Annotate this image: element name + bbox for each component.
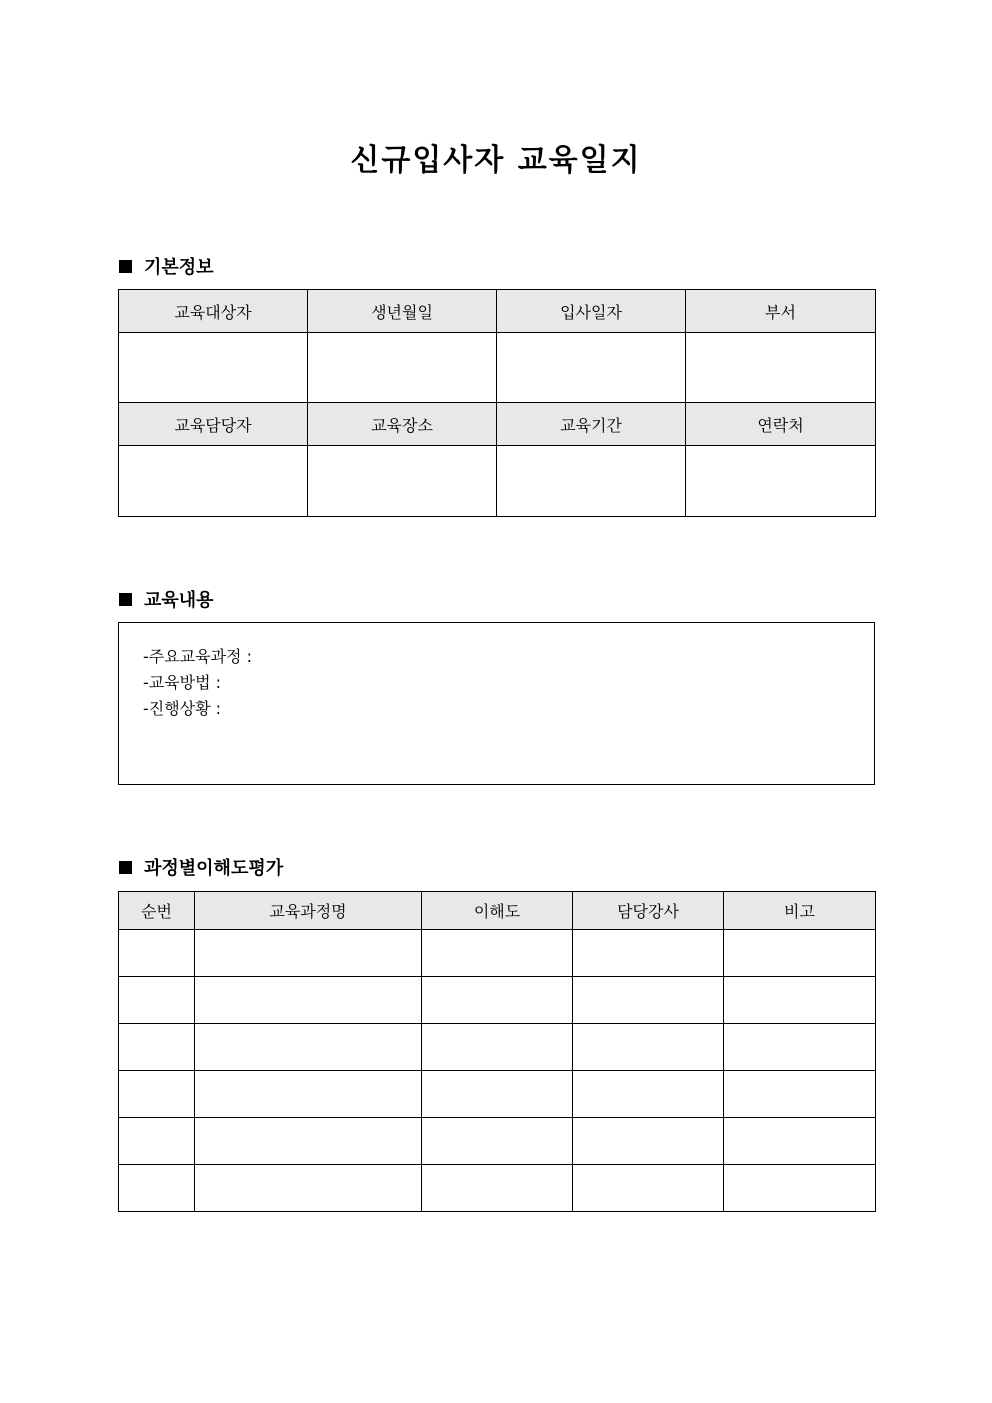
section-evaluation-label: 과정별이해도평가 [144, 858, 284, 879]
cell-lecturer[interactable] [573, 930, 724, 977]
header-cell-department: 부서 [686, 290, 876, 333]
input-cell-join-date[interactable] [497, 333, 686, 403]
header-cell-number: 순번 [119, 892, 195, 930]
cell-number[interactable] [119, 977, 195, 1024]
header-cell-period: 교육기간 [497, 403, 686, 446]
header-cell-remarks: 비고 [724, 892, 876, 930]
table-row [119, 1118, 876, 1165]
input-cell-period[interactable] [497, 446, 686, 517]
header-cell-contact: 연락처 [686, 403, 876, 446]
cell-course-name[interactable] [195, 1071, 422, 1118]
section-content-label: 교육내용 [144, 590, 214, 611]
section-evaluation-heading [119, 854, 283, 880]
cell-lecturer[interactable] [573, 1118, 724, 1165]
table-row [119, 930, 876, 977]
table-row [119, 1165, 876, 1212]
cell-remarks[interactable] [724, 1165, 876, 1212]
header-cell-join-date: 입사일자 [497, 290, 686, 333]
square-bullet-icon [119, 260, 132, 273]
cell-lecturer[interactable] [573, 1024, 724, 1071]
content-line-progress: -진행상황 : [143, 699, 222, 718]
section-content-heading [119, 586, 214, 612]
cell-lecturer[interactable] [573, 1071, 724, 1118]
training-content-box[interactable] [118, 622, 875, 785]
header-cell-trainee: 교육대상자 [119, 290, 308, 333]
cell-remarks[interactable] [724, 1071, 876, 1118]
cell-remarks[interactable] [724, 1118, 876, 1165]
cell-understanding[interactable] [422, 1165, 573, 1212]
cell-lecturer[interactable] [573, 1165, 724, 1212]
content-line-method: -교육방법 : [143, 673, 222, 692]
input-cell-contact[interactable] [686, 446, 876, 517]
input-cell-department[interactable] [686, 333, 876, 403]
cell-understanding[interactable] [422, 1071, 573, 1118]
cell-understanding[interactable] [422, 1118, 573, 1165]
cell-course-name[interactable] [195, 1165, 422, 1212]
table-row [119, 977, 876, 1024]
square-bullet-icon [119, 593, 132, 606]
section-basic-info-heading [119, 253, 214, 279]
cell-number[interactable] [119, 1118, 195, 1165]
square-bullet-icon [119, 861, 132, 874]
cell-understanding[interactable] [422, 930, 573, 977]
cell-number[interactable] [119, 1071, 195, 1118]
cell-course-name[interactable] [195, 1024, 422, 1071]
cell-number[interactable] [119, 930, 195, 977]
cell-number[interactable] [119, 1165, 195, 1212]
input-cell-birthdate[interactable] [308, 333, 497, 403]
cell-course-name[interactable] [195, 930, 422, 977]
input-cell-location[interactable] [308, 446, 497, 517]
section-basic-info-label: 기본정보 [144, 257, 214, 278]
cell-course-name[interactable] [195, 1118, 422, 1165]
cell-remarks[interactable] [724, 930, 876, 977]
cell-understanding[interactable] [422, 1024, 573, 1071]
cell-number[interactable] [119, 1024, 195, 1071]
header-cell-birthdate: 생년월일 [308, 290, 497, 333]
cell-course-name[interactable] [195, 977, 422, 1024]
cell-lecturer[interactable] [573, 977, 724, 1024]
evaluation-table [118, 891, 876, 1212]
table-row [119, 1024, 876, 1071]
header-cell-location: 교육장소 [308, 403, 497, 446]
cell-remarks[interactable] [724, 977, 876, 1024]
header-cell-instructor: 교육담당자 [119, 403, 308, 446]
header-cell-lecturer: 담당강사 [573, 892, 724, 930]
header-cell-course-name: 교육과정명 [195, 892, 422, 930]
header-cell-understanding: 이해도 [422, 892, 573, 930]
input-cell-trainee[interactable] [119, 333, 308, 403]
page-title: 신규입사자 교육일지 [350, 143, 642, 178]
cell-understanding[interactable] [422, 977, 573, 1024]
table-row [119, 1071, 876, 1118]
content-line-main-course: -주요교육과정 : [143, 647, 252, 666]
input-cell-instructor[interactable] [119, 446, 308, 517]
basic-info-table [118, 289, 876, 517]
cell-remarks[interactable] [724, 1024, 876, 1071]
